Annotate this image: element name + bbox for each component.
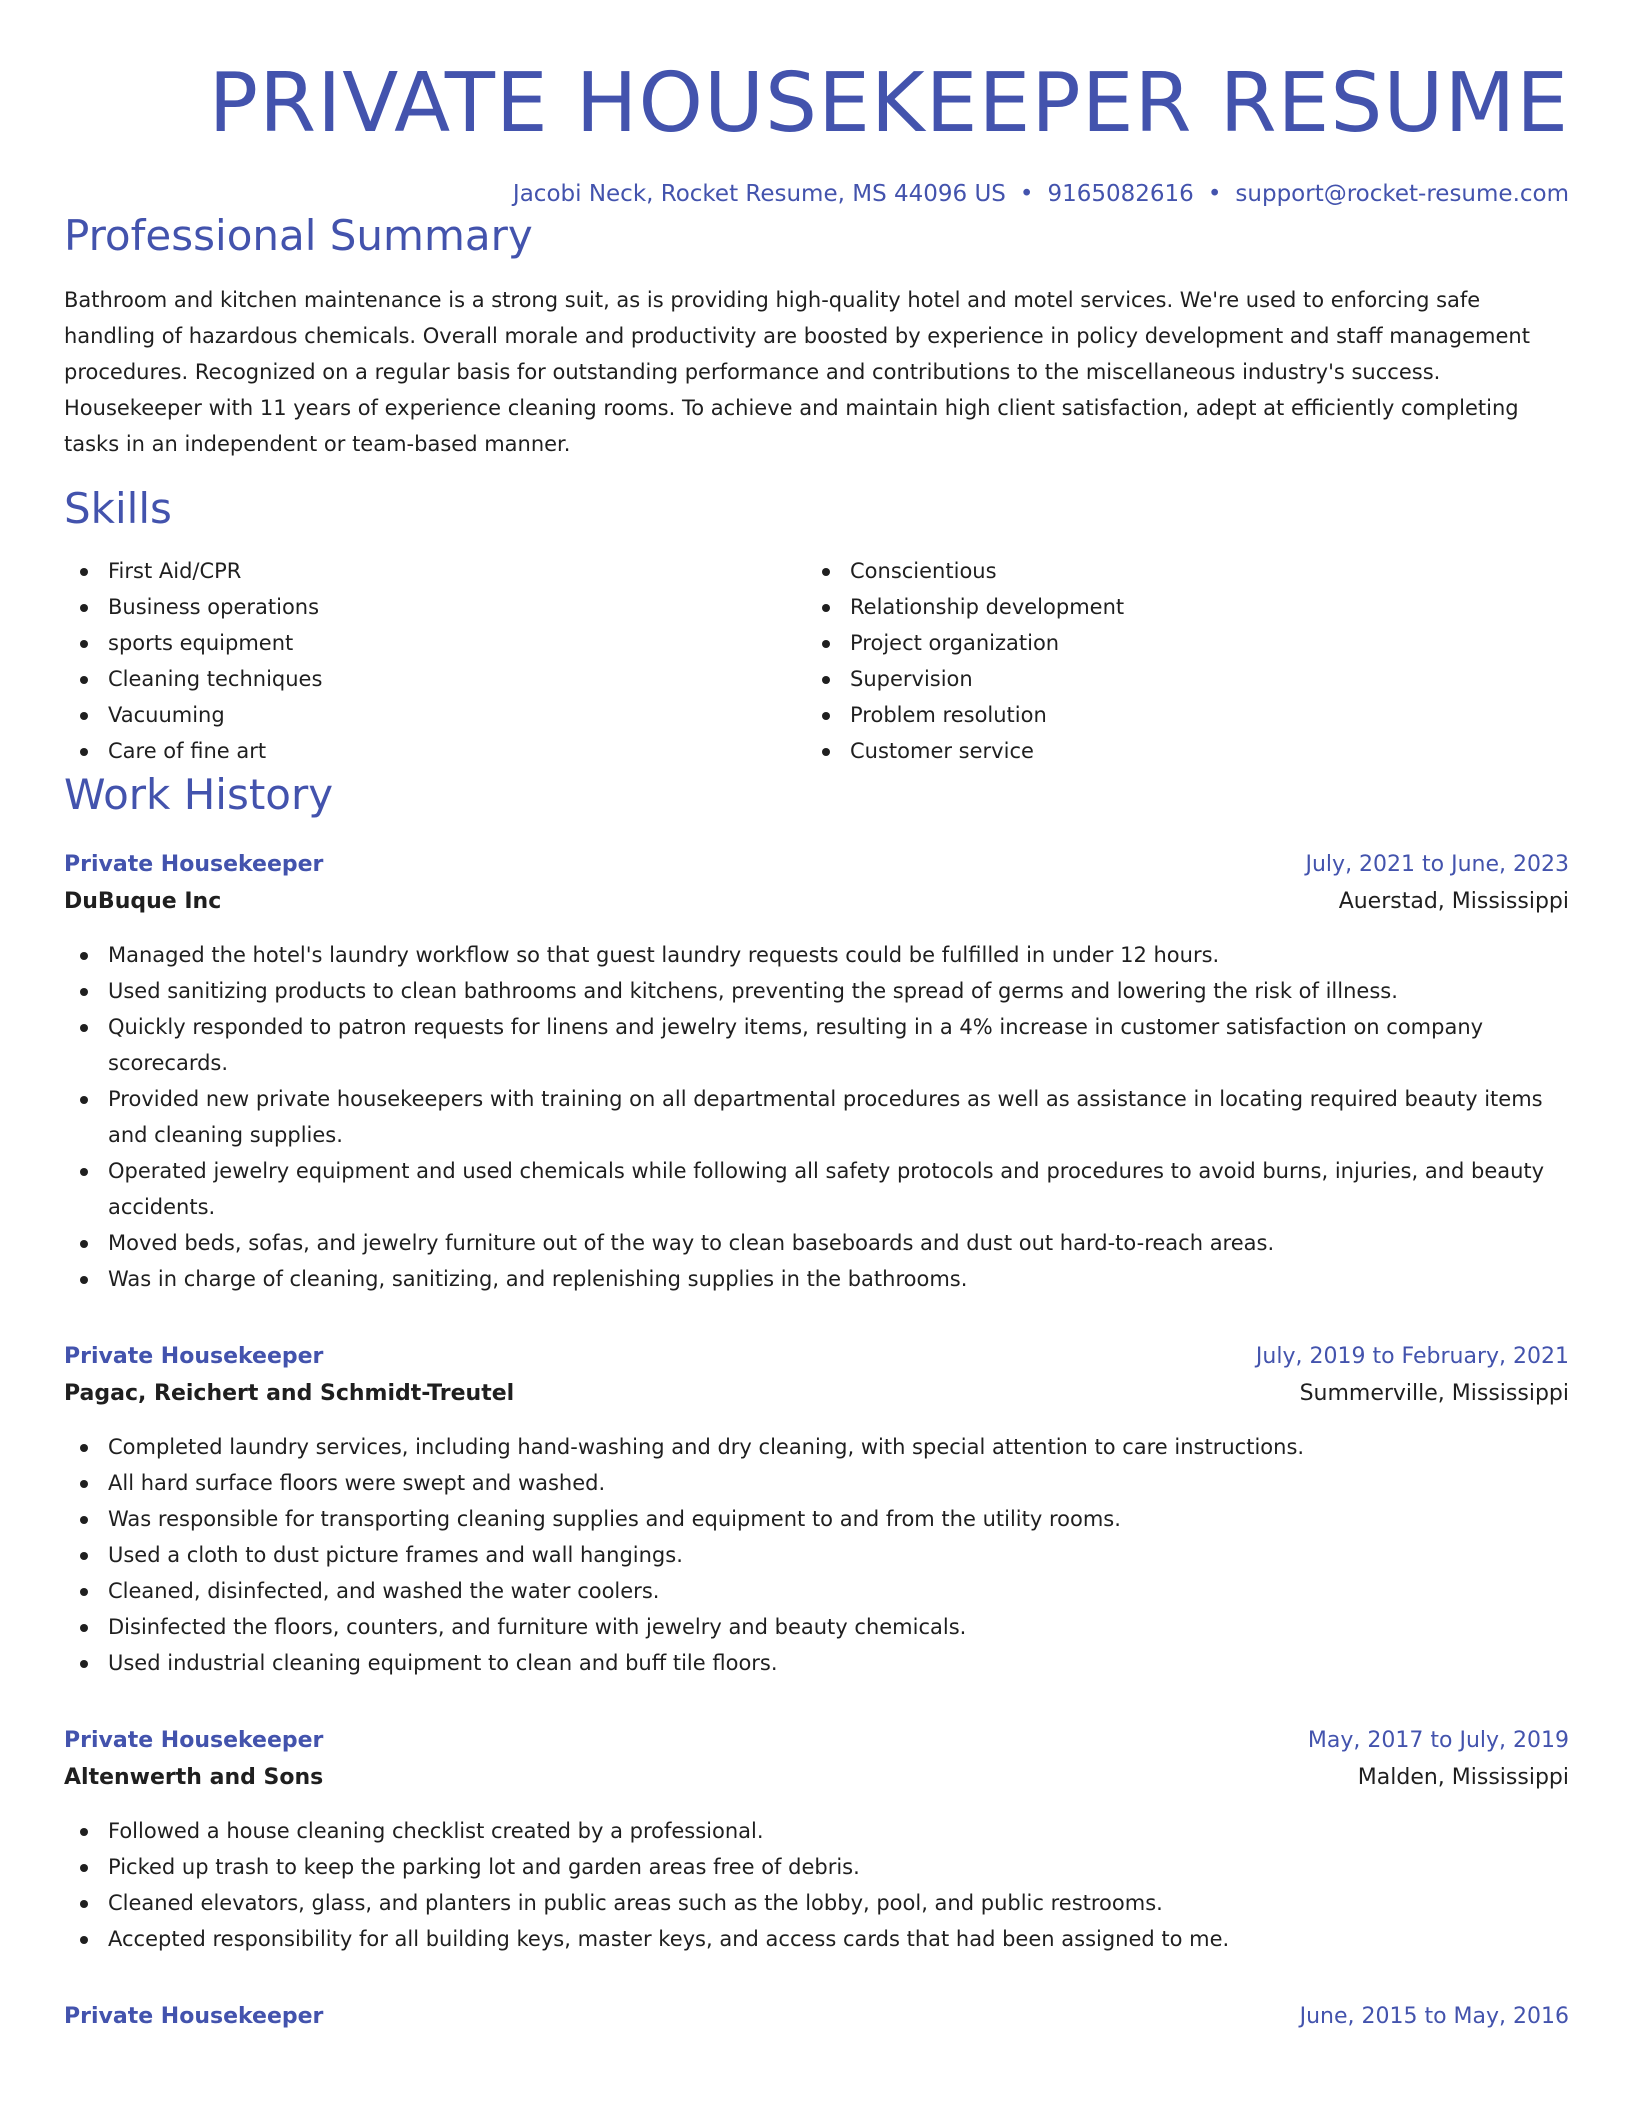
contact-address: Jacobi Neck, Rocket Resume, MS 44096 US (512, 181, 1006, 207)
job-company-row (64, 1759, 1569, 1797)
job-entry (64, 1723, 1569, 1957)
job-company-row (64, 1375, 1569, 1413)
job-company: Pagac, Reichert and Schmidt-Treutel (64, 1381, 515, 1406)
job-dates: May, 2017 to July, 2019 (1307, 1728, 1569, 1753)
skill-item: Customer service (806, 733, 1548, 769)
job-title-row (64, 1339, 1569, 1375)
skill-item: Care of fine art (64, 733, 806, 769)
skill-item: Conscientious (806, 553, 1548, 589)
job-company-row (64, 883, 1569, 921)
skill-item: Business operations (64, 589, 806, 625)
skill-item: Supervision (806, 661, 1548, 697)
job-bullet: All hard surface floors were swept and washed. (64, 1465, 1569, 1501)
skill-item: Relationship development (806, 589, 1548, 625)
job-location: Summerville, Mississippi (1299, 1381, 1569, 1406)
job-title: Private Housekeeper (64, 1344, 324, 1369)
job-title: Private Housekeeper (64, 1728, 324, 1753)
job-company: Altenwerth and Sons (64, 1765, 324, 1790)
job-entry (64, 1999, 1569, 2035)
skill-item: Project organization (806, 625, 1548, 661)
job-location: Auerstad, Mississippi (1338, 889, 1569, 914)
contact-separator: • (1019, 181, 1034, 207)
summary-text: Bathroom and kitchen maintenance is a strong suit, as is providing high-quality hotel and motel services. We're used to enforcing safe handling of hazardous chemicals. Overall morale and productivity are boosted by experience in policy development and staff management procedures. Recognized on a regular basis for outstanding performance and contributions to the miscellaneous industry's success. Housekeeper with 11 years of experience cleaning rooms. To achieve and maintain high client satisfaction, adept at efficiently completing tasks in an independent or team-based manner. (64, 288, 1530, 456)
job-dates: June, 2015 to May, 2016 (1299, 2004, 1569, 2029)
job-entry (64, 847, 1569, 1297)
job-title: Private Housekeeper (64, 2004, 324, 2029)
skills-heading: Skills (64, 484, 172, 533)
job-title-row (64, 1999, 1569, 2035)
job-bullet: Completed laundry services, including hand-washing and dry cleaning, with special attention to care instructions. (64, 1429, 1569, 1465)
contact-separator: • (1207, 181, 1222, 207)
skill-item: Vacuuming (64, 697, 806, 733)
work-history-heading: Work History (64, 770, 334, 819)
job-title-row (64, 1723, 1569, 1759)
job-location: Malden, Mississippi (1357, 1765, 1569, 1790)
job-dates: July, 2019 to February, 2021 (1255, 1344, 1569, 1369)
job-dates: July, 2021 to June, 2023 (1305, 852, 1569, 877)
job-bullet: Moved beds, sofas, and jewelry furniture out of the way to clean baseboards and dust out hard-to-reach areas. (64, 1225, 1569, 1261)
job-bullet: Picked up trash to keep the parking lot and garden areas free of debris. (64, 1849, 1569, 1885)
job-bullet: Used industrial cleaning equipment to clean and buff tile floors. (64, 1645, 1569, 1681)
job-company: DuBuque Inc (64, 889, 222, 914)
job-bullets (64, 937, 1569, 1297)
contact-email: support@rocket-resume.com (1235, 181, 1569, 207)
contact-line (64, 178, 1569, 210)
job-bullet: Was in charge of cleaning, sanitizing, and replenishing supplies in the bathrooms. (64, 1261, 1569, 1297)
job-title-row (64, 847, 1569, 883)
skills-column-left (64, 553, 806, 769)
job-bullet: Accepted responsibility for all building keys, master keys, and access cards that had been assigned to me. (64, 1921, 1569, 1957)
job-bullet: Operated jewelry equipment and used chemicals while following all safety protocols and procedures to avoid burns, injuries, and beauty accidents. (64, 1153, 1569, 1225)
job-bullet: Cleaned elevators, glass, and planters in public areas such as the lobby, pool, and public restrooms. (64, 1885, 1569, 1921)
skill-item: First Aid/CPR (64, 553, 806, 589)
resume-title: PRIVATE HOUSEKEEPER RESUME (208, 56, 1569, 151)
job-bullet: Quickly responded to patron requests for linens and jewelry items, resulting in a 4% increase in customer satisfaction on company scorecards. (64, 1009, 1569, 1081)
job-bullet: Was responsible for transporting cleaning supplies and equipment to and from the utility rooms. (64, 1501, 1569, 1537)
contact-phone: 9165082616 (1047, 181, 1194, 207)
job-bullets (64, 1813, 1569, 1957)
job-bullets (64, 1429, 1569, 1681)
summary-heading: Professional Summary (64, 211, 533, 260)
job-bullet: Cleaned, disinfected, and washed the water coolers. (64, 1573, 1569, 1609)
job-title: Private Housekeeper (64, 852, 324, 877)
job-bullet: Used sanitizing products to clean bathrooms and kitchens, preventing the spread of germs and lowering the risk of illness. (64, 973, 1569, 1009)
job-bullet: Used a cloth to dust picture frames and wall hangings. (64, 1537, 1569, 1573)
skill-item: Cleaning techniques (64, 661, 806, 697)
skill-item: Problem resolution (806, 697, 1548, 733)
resume-page (64, 0, 1569, 2035)
job-bullet: Managed the hotel's laundry workflow so that guest laundry requests could be fulfilled in under 12 hours. (64, 937, 1569, 973)
job-bullet: Provided new private housekeepers with training on all departmental procedures as well as assistance in locating required beauty items and cleaning supplies. (64, 1081, 1569, 1153)
skill-item: sports equipment (64, 625, 806, 661)
skills-grid (64, 553, 1569, 769)
skills-column-right (806, 553, 1548, 769)
job-bullet: Disinfected the floors, counters, and furniture with jewelry and beauty chemicals. (64, 1609, 1569, 1645)
job-entry (64, 1339, 1569, 1681)
job-bullet: Followed a house cleaning checklist created by a professional. (64, 1813, 1569, 1849)
